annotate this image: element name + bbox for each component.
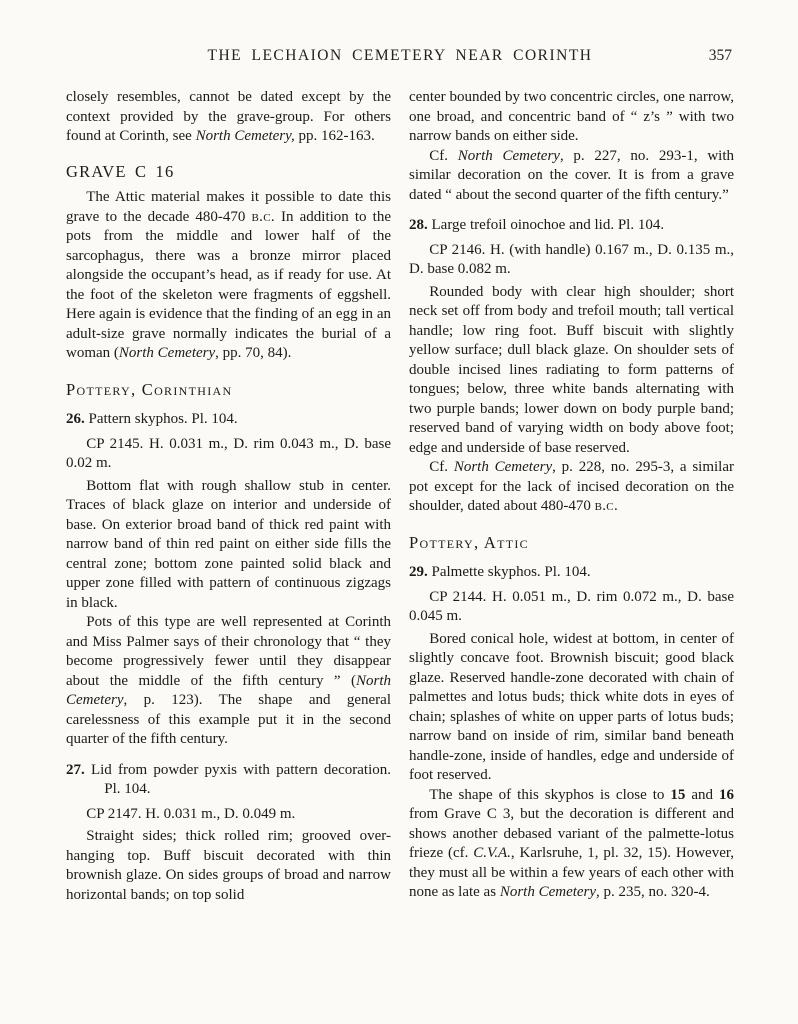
text-run: and (685, 786, 719, 803)
smallcaps-text-run: b.c. (594, 498, 618, 514)
left-column (66, 88, 391, 905)
smallcaps-text-run: b.c. (251, 208, 275, 225)
paragraph-continued (409, 88, 734, 147)
paragraph-continued (66, 88, 391, 147)
catalog-entry-title (66, 410, 391, 430)
text-run: center bounded by two concentric circles, one narrow, one broad, and concentric band of “ z’s ” with two narrow bands on either side. (409, 89, 734, 144)
text-run: , p. 123). The shape and general carelessness of this example put it in the second quarter of the fifth century. (66, 692, 391, 747)
bold-text-run: 27. (66, 761, 85, 778)
text-run: Large trefoil oinochoe and lid. Pl. 104. (427, 217, 665, 233)
text-run: CP 2147. H. 0.031 m., D. 0.049 m. (86, 805, 296, 822)
text-run: CP 2146. H. (with handle) 0.167 m., D. 0.135 m., D. base 0.082 m. (409, 241, 734, 277)
paragraph (409, 458, 734, 517)
text-run: , p. 227, no. 293-1, with similar decoration on the cover. It is from a grave dated “ about the second quarter of the fifth century.” (409, 147, 735, 203)
bold-text-run: 26. (66, 411, 85, 427)
grave-heading (66, 162, 391, 182)
catalog-entry-title (66, 761, 391, 800)
running-head (66, 46, 734, 70)
text-run: Palmette skyphos. Pl. 104. (427, 564, 591, 580)
text-run: In addition to the pots from the middle and lower half of the sarcophagus, there was a bronze mirror placed alongside the occupant’s head, as if ready for use. At the foot of the skeleton were fragments of eggshell. Here again is evidence that the finding of an egg in an adult-size grave normally indicates the burial of a woman ( (66, 208, 391, 361)
text-run: Pots of this type are well represented at Corinth and Miss Palmer says of their chronology that “ they become progressively fewer until they disappear about the middle of the fifth century ” ( (66, 614, 391, 689)
text-run: The Attic material makes it possible to date this grave to the decade 480-470 (66, 189, 391, 225)
italic-text-run: North Cemetery (499, 884, 597, 900)
bold-text-run: 15 (670, 786, 686, 803)
paragraph (66, 613, 391, 750)
paragraph (409, 786, 734, 903)
text-run: Cf. (429, 147, 458, 164)
text-run: GRAVE C 16 (66, 161, 175, 181)
italic-text-run: North Cemetery, (195, 128, 295, 144)
paragraph (66, 477, 391, 614)
catalog-measurements (409, 588, 734, 627)
paragraph (66, 188, 391, 364)
text-run: Pottery, Corinthian (66, 379, 233, 399)
page-number: 357 (708, 47, 732, 64)
italic-text-run: North Cemetery (118, 345, 216, 361)
text-run: , Karlsruhe, 1, pl. 32, 15). However, they must all be within a few years of each other with none as late as (409, 845, 734, 900)
catalog-entry-title (409, 216, 734, 236)
italic-text-run: North Cemetery (66, 672, 391, 708)
two-column-text (66, 88, 734, 905)
catalog-measurements (66, 805, 391, 825)
italic-text-run: C.V.A. (473, 845, 511, 861)
text-run: Rounded body with clear high shoulder; short neck set off from body and trefoil mouth; tall vertical handle; low ring foot. Buff biscuit with slightly yellow surface; dull black glaze. On shoulder sets of double incised lines radiating to form patterns of tongues; below, three white bands alternating with two purple bands; lower down on body purple band; reserved band of varying width on body above foot; edge and underside of base reserved. (409, 283, 734, 456)
text-run: from Grave C 3, but the decoration is different and shows another debased variant of the palmette-lotus frieze (cf. (409, 806, 734, 861)
bold-text-run: 29. (409, 564, 428, 580)
italic-text-run: North Cemetery (453, 459, 553, 475)
text-run: Straight sides; thick rolled rim; grooved over-hanging top. Buff biscuit decorated with thin brownish glaze. On sides groups of broad and narrow horizontal bands; on top solid (66, 828, 391, 903)
bold-text-run: 16 (719, 786, 734, 803)
text-run: Bottom flat with rough shallow stub in center. Traces of black glaze on interior and underside of base. On exterior broad band of thick red paint with narrow band of thin red paint on either side fills the central zone; bottom zone painted solid black and upper zone filled with pattern of continuous zigzags in black. (66, 477, 391, 611)
text-run: pp. 162-163. (294, 128, 375, 144)
text-run: Bored conical hole, widest at bottom, in center of slightly concave foot. Brownish biscuit; good black glaze. Reserved handle-zone decorated with chain of palmettes and lotus buds; thick white dots in eyes of chain; splashes of white on upper parts of lotus buds; narrow band on inside of rim, similar band beneath handle-zone, inside of handles, edge and underside of foot reserved. (409, 630, 734, 783)
text-run: Lid from powder pyxis with pattern decoration. Pl. 104. (84, 761, 391, 797)
text-run: CP 2145. H. 0.031 m., D. rim 0.043 m., D. base 0.02 m. (66, 435, 391, 471)
text-run: , p. 228, no. 295-3, a similar pot except for the lack of incised decoration on the shoulder, dated about 480-470 (409, 459, 735, 514)
bold-text-run: 28. (409, 217, 428, 233)
section-heading (66, 380, 391, 400)
catalog-measurements (409, 241, 734, 280)
text-run: , pp. 70, 84). (215, 345, 292, 361)
catalog-entry-title (409, 563, 734, 583)
running-head-title: THE LECHAION CEMETERY NEAR CORINTH (207, 47, 593, 64)
italic-text-run: North Cemetery (457, 147, 560, 164)
paragraph (66, 827, 391, 905)
paragraph (409, 630, 734, 786)
text-run: , p. 235, no. 320-4. (596, 884, 710, 900)
paragraph (409, 283, 734, 459)
section-heading (409, 533, 734, 553)
text-run: CP 2144. H. 0.051 m., D. rim 0.072 m., D. base 0.045 m. (409, 588, 734, 624)
text-run: Pattern skyphos. Pl. 104. (84, 411, 238, 427)
catalog-measurements (66, 435, 391, 474)
text-run: closely resembles, cannot be dated except by the context provided by the grave-group. For others found at Corinth, see (66, 89, 391, 144)
paragraph (409, 147, 734, 206)
right-column (409, 88, 734, 905)
text-run: Pottery, Attic (409, 532, 529, 552)
text-run: The shape of this skyphos is close to (429, 786, 671, 803)
text-run: Cf. (429, 459, 454, 475)
